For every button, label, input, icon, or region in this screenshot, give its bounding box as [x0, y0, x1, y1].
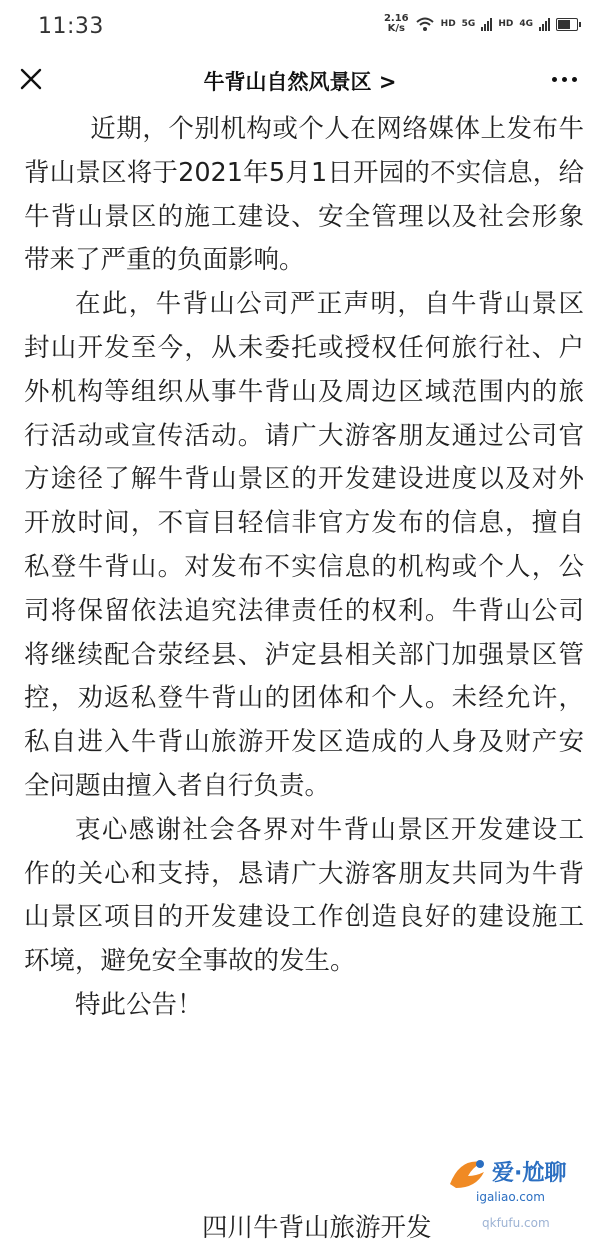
signal-strength-icon-2 [539, 17, 550, 31]
more-button[interactable] [544, 66, 584, 92]
article-paragraph: 在此，牛背山公司严正声明，自牛背山景区封山开发至今，从未委托或授权任何旅行社、户外机构等组织从事牛背山及周边区域范围内的旅行活动或宣传活动。请广大游客朋友通过公司官方途径了解牛背山景区的开发建设进度以及对外开放时间，不盲目轻信非官方发布的信息，擅自私登牛背山。对发布不实信息的机构或个人，公司将保留依法追究法律责任的权利。牛背山公司将继续配合荥经县、泸定县相关部门加强景区管控，劝返私登牛背山的团体和个人。未经允许，私自进入牛背山旅游开发区造成的人身及财产安全问题由擅入者自行负责。 [24, 289, 584, 801]
watermark [446, 1150, 586, 1230]
network-type-5g: 5G [461, 19, 476, 29]
nav-bar [0, 56, 600, 102]
network-speed-unit: K/s [387, 23, 405, 34]
more-icon-dot [572, 77, 577, 82]
account-title-link[interactable]: 牛背山自然风景区 > [203, 70, 397, 94]
network-type-4g: 4G [519, 19, 533, 29]
status-icons [384, 14, 578, 34]
watermark-url: igaliao.com [476, 1190, 545, 1204]
signal-strength-icon [481, 17, 492, 31]
status-time: 11:33 [38, 14, 104, 39]
watermark-text: 爱·尬聊 [492, 1161, 567, 1186]
more-icon-dot [562, 77, 567, 82]
article-paragraph: 衷心感谢社会各界对牛背山景区开发建设工作的关心和支持，恳请广大游客朋友共同为牛背山景区项目的开发建设工作创造良好的建设施工环境，避免安全事故的发生。 [24, 814, 584, 977]
article-paragraph: 近期，个别机构或个人在网络媒体上发布牛背山景区将于2021年5月1日开园的不实信息，给牛背山景区的施工建设、安全管理以及社会形象带来了严重的负面影响。 [24, 114, 584, 276]
hd-badge-2: HD [498, 19, 514, 29]
battery-icon [556, 18, 578, 31]
network-speed [384, 14, 409, 34]
more-icon-dot [552, 77, 557, 82]
article-closing: 特此公告！ [75, 989, 203, 1020]
hd-badge: HD [440, 19, 456, 29]
wifi-icon [415, 16, 435, 32]
network-speed-value: 2.16 [383, 13, 409, 24]
article-signature: 四川牛背山旅游开发 [202, 1213, 432, 1243]
watermark-logo-icon [446, 1154, 490, 1194]
status-bar [0, 0, 600, 56]
article-body [24, 108, 584, 1028]
watermark-url-2: qkfufu.com [482, 1216, 550, 1230]
